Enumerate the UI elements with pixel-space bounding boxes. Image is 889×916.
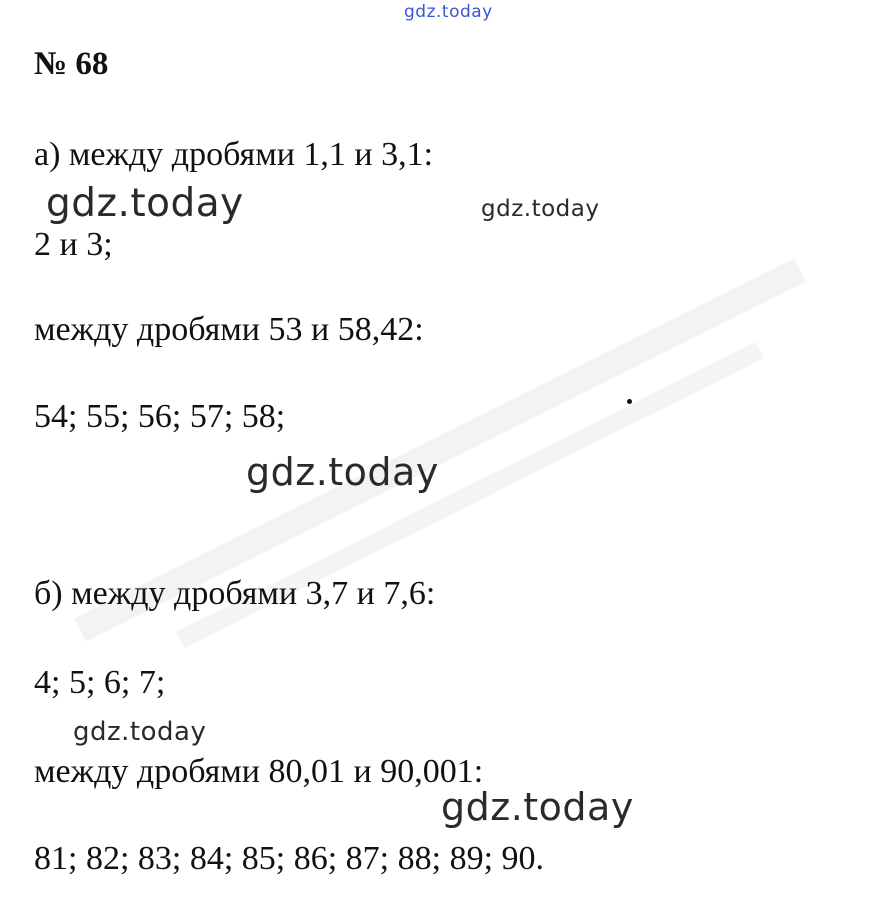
part-a-answer-2: 54; 55; 56; 57; 58;	[34, 398, 286, 435]
part-a-question-2: между дробями 53 и 58,42:	[34, 311, 424, 348]
watermark-4: gdz.today	[73, 717, 207, 747]
part-b-question-1: б) между дробями 3,7 и 7,6:	[34, 575, 436, 612]
problem-number: № 68	[34, 46, 109, 82]
part-b-answer-2: 81; 82; 83; 84; 85; 86; 87; 88; 89; 90.	[34, 840, 545, 877]
part-b-answer-1: 4; 5; 6; 7;	[34, 664, 166, 701]
watermark-top: gdz.today	[404, 2, 493, 22]
watermark-3: gdz.today	[246, 450, 439, 494]
watermark-1: gdz.today	[46, 181, 244, 226]
watermark-5: gdz.today	[441, 785, 634, 829]
part-a-question-1: а) между дробями 1,1 и 3,1:	[34, 136, 434, 173]
watermark-2: gdz.today	[481, 196, 600, 222]
part-b-question-2: между дробями 80,01 и 90,001:	[34, 753, 484, 790]
stray-dot	[627, 399, 632, 404]
part-a-answer-1: 2 и 3;	[34, 226, 113, 263]
